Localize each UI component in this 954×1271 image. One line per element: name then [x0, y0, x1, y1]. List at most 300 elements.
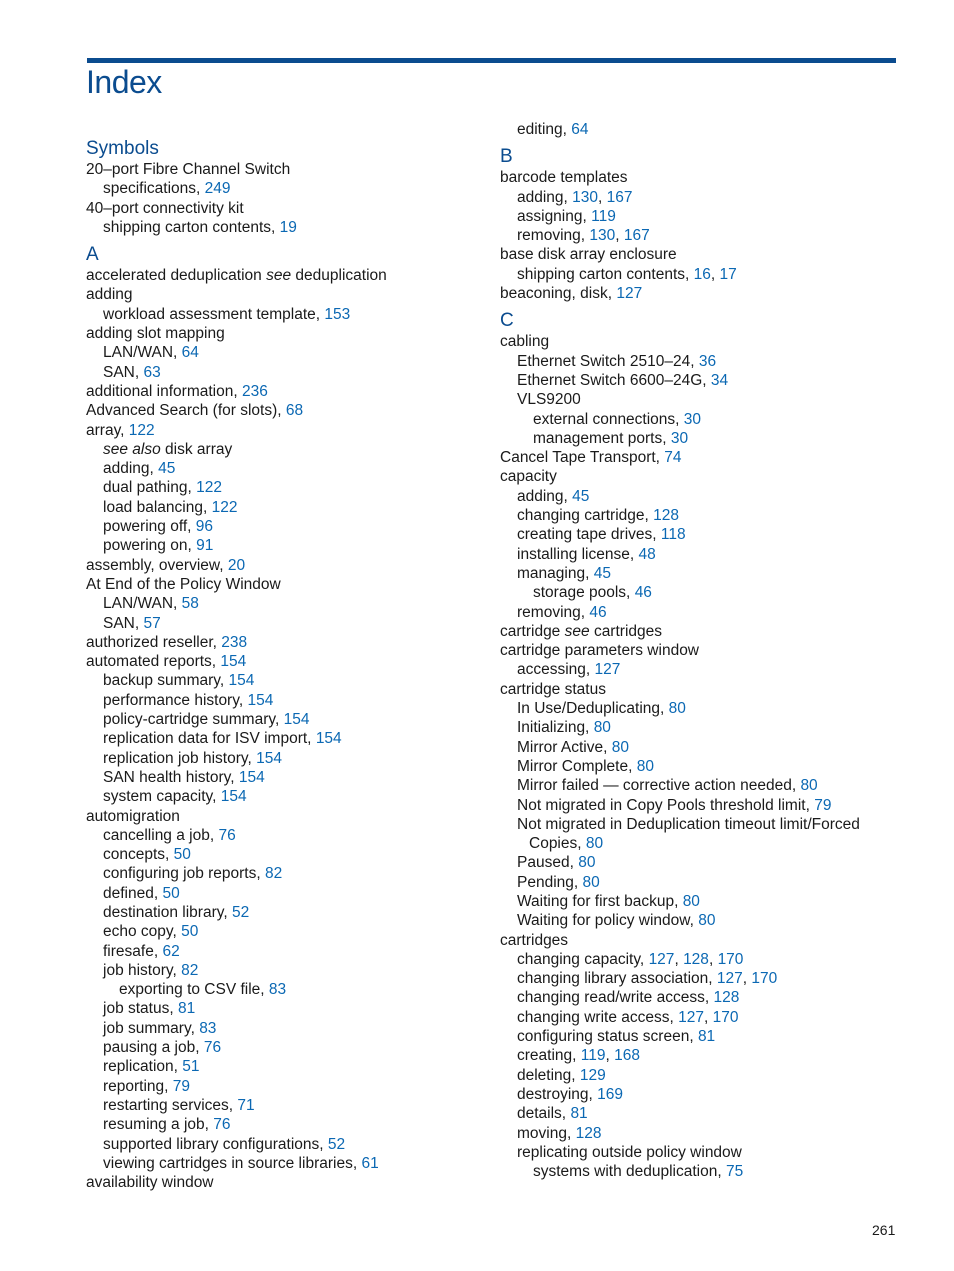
index-entry — [86, 1077, 486, 1096]
index-entry — [86, 401, 486, 420]
index-term: echo copy, — [103, 923, 177, 941]
page-link[interactable]: 82 — [181, 961, 199, 979]
index-term: systems with deduplication, — [533, 1163, 722, 1181]
index-entry: shipping carton contents, 16, 17 — [517, 265, 737, 283]
page-link[interactable]: 80 — [585, 835, 604, 853]
page-link[interactable]: 80 — [668, 700, 686, 718]
page-number: 261 — [872, 1222, 896, 1238]
index-entry — [86, 671, 486, 690]
page-link[interactable]: 127 — [616, 285, 643, 303]
index-term: SAN health history, — [103, 768, 235, 786]
index-entry — [500, 390, 900, 409]
page-link[interactable]: 154 — [220, 788, 247, 806]
index-term: firesafe, — [103, 942, 159, 960]
page-link[interactable]: 127 — [594, 661, 621, 679]
index-entry — [86, 922, 486, 941]
index-term: shipping carton contents, — [517, 265, 690, 283]
index-entry — [86, 199, 486, 218]
page-link[interactable]: 83 — [199, 1019, 217, 1037]
index-term: job status, — [103, 1000, 174, 1018]
index-entry — [500, 429, 900, 448]
index-term: job history, — [103, 961, 177, 979]
index-entry — [500, 371, 900, 390]
index-term: accelerated deduplication — [86, 267, 262, 285]
index-column-right — [500, 120, 900, 1181]
index-term: assigning, — [517, 207, 587, 225]
index-column-left — [86, 138, 486, 1192]
index-entry — [500, 1085, 900, 1104]
page-link[interactable]: 122 — [196, 479, 222, 497]
index-term: changing library association, — [517, 970, 713, 988]
page-link[interactable]: 128 — [713, 989, 740, 1007]
index-entry — [86, 285, 486, 304]
index-entry — [86, 440, 486, 459]
page-link[interactable]: 130 — [589, 227, 616, 245]
index-entry — [86, 768, 486, 787]
index-entry — [500, 564, 900, 583]
index-entry — [500, 352, 900, 371]
page-link[interactable]: 236 — [241, 382, 268, 400]
index-term: specifications, — [103, 180, 201, 198]
index-term: supported library configurations, — [103, 1135, 324, 1153]
page-link[interactable]: 154 — [283, 711, 310, 729]
index-entry — [86, 160, 486, 179]
index-term: SAN, — [103, 614, 140, 632]
index-term: Mirror failed — corrective action needed, — [517, 777, 797, 795]
index-term: configuring status screen, — [517, 1028, 694, 1046]
index-entry — [500, 207, 900, 226]
page-link[interactable]: 118 — [660, 526, 686, 544]
index-term: reporting, — [103, 1077, 169, 1095]
page-link[interactable]: 57 — [143, 614, 161, 632]
page-link[interactable]: 61 — [361, 1154, 379, 1172]
page-link[interactable]: 30 — [683, 410, 702, 428]
page-link[interactable]: 81 — [570, 1105, 588, 1123]
page-link[interactable]: 17 — [719, 265, 737, 283]
index-entry: changing library association, 127, 170 — [517, 970, 778, 988]
page-title: Index — [86, 64, 162, 100]
index-entry — [500, 931, 900, 950]
index-entry — [86, 729, 486, 748]
index-entry — [86, 556, 486, 575]
index-term: Not migrated in Deduplication timeout limit/Forced — [517, 815, 860, 833]
index-entry — [500, 284, 900, 303]
page-link[interactable]: 170 — [717, 950, 744, 968]
page-link[interactable]: 62 — [162, 942, 180, 960]
page-link[interactable]: 153 — [324, 305, 351, 323]
index-entry — [500, 245, 900, 264]
page-link[interactable]: 127 — [716, 970, 743, 988]
page-link[interactable]: 249 — [204, 180, 231, 198]
index-entry: adding, 130, 167 — [517, 188, 633, 206]
index-term: Ethernet Switch 2510–24, — [517, 352, 695, 370]
index-entry — [86, 179, 486, 198]
index-term: defined, — [103, 884, 159, 902]
index-term: cartridge status — [500, 680, 606, 698]
index-term: changing write access, — [517, 1008, 674, 1026]
page-link[interactable]: 154 — [238, 768, 265, 786]
index-entry — [86, 1096, 486, 1115]
index-entry — [500, 718, 900, 737]
page-link[interactable]: 76 — [203, 1039, 222, 1057]
index-term: system capacity, — [103, 788, 217, 806]
index-entry — [86, 652, 486, 671]
page-link[interactable]: 81 — [697, 1028, 716, 1046]
index-entry — [500, 815, 900, 834]
index-cross-reference-target: deduplication — [295, 267, 387, 285]
index-term: replicating outside policy window — [517, 1143, 742, 1161]
index-term: Not migrated in Copy Pools threshold limit, — [517, 796, 810, 814]
index-entry — [500, 680, 900, 699]
index-term: changing cartridge, — [517, 507, 649, 525]
index-entry — [500, 410, 900, 429]
index-term: external connections, — [533, 410, 680, 428]
index-entry — [86, 787, 486, 806]
index-term: shipping carton contents, — [103, 218, 276, 236]
index-term: assembly, overview, — [86, 556, 224, 574]
index-term: adding, — [103, 460, 154, 478]
page-link[interactable]: 80 — [582, 873, 600, 891]
page-link[interactable]: 130 — [572, 188, 599, 206]
index-entry — [500, 622, 900, 641]
page-link[interactable]: 79 — [814, 796, 832, 814]
index-entry — [86, 749, 486, 768]
index-term: Advanced Search (for slots), — [86, 402, 282, 420]
page-link[interactable]: 30 — [670, 429, 689, 447]
page-link[interactable]: 45 — [572, 487, 590, 505]
index-term: cartridge parameters window — [500, 642, 700, 660]
index-term: powering on, — [103, 537, 192, 555]
index-term: Mirror Complete, — [517, 757, 633, 775]
page-link[interactable]: 36 — [698, 352, 717, 370]
page-link[interactable]: 50 — [162, 884, 180, 902]
index-term: cancelling a job, — [103, 826, 215, 844]
index-entry — [500, 796, 900, 815]
index-term: workload assessment template, — [103, 305, 321, 323]
index-term: VLS9200 — [517, 391, 581, 409]
page-link[interactable]: 119 — [591, 207, 616, 225]
page-link[interactable]: 71 — [237, 1096, 255, 1114]
index-section-heading: B — [500, 146, 513, 168]
index-entry — [86, 594, 486, 613]
index-entry — [86, 807, 486, 826]
page-link[interactable]: 128 — [653, 507, 680, 525]
page-link[interactable]: 168 — [614, 1047, 640, 1065]
index-entry — [500, 583, 900, 602]
index-term: changing read/write access, — [517, 989, 710, 1007]
page-link[interactable]: 127 — [648, 950, 675, 968]
page-link[interactable]: 75 — [725, 1163, 744, 1181]
index-entry — [500, 699, 900, 718]
index-term: exporting to CSV file, — [119, 981, 265, 999]
index-entry — [500, 911, 900, 930]
index-term: editing, — [517, 121, 567, 138]
index-term: accessing, — [517, 661, 591, 679]
index-entry — [86, 1038, 486, 1057]
index-term: Cancel Tape Transport, — [500, 449, 660, 467]
page-link[interactable]: 50 — [181, 923, 199, 941]
page-link[interactable]: 128 — [575, 1124, 602, 1142]
index-term: Pending, — [517, 873, 579, 891]
index-term: 40–port connectivity kit — [86, 199, 244, 217]
page-link[interactable]: 63 — [143, 363, 161, 381]
page-link[interactable]: 64 — [571, 121, 589, 138]
index-term: replication, — [103, 1058, 178, 1076]
index-term: changing capacity, — [517, 950, 645, 968]
index-term: adding, — [517, 487, 568, 505]
page-link[interactable]: 76 — [213, 1116, 231, 1134]
index-entry — [500, 603, 900, 622]
index-entry — [86, 363, 486, 382]
index-entry — [500, 448, 900, 467]
index-term: Waiting for first backup, — [517, 892, 679, 910]
index-term: creating tape drives, — [517, 526, 657, 544]
page-link[interactable]: 154 — [228, 672, 255, 690]
page-link[interactable]: 96 — [195, 518, 214, 536]
page-link[interactable]: 50 — [173, 846, 191, 864]
page-link[interactable]: 80 — [800, 777, 818, 795]
index-entry — [500, 1143, 900, 1162]
index-entry: removing, 130, 167 — [517, 227, 650, 245]
index-term: replication data for ISV import, — [103, 730, 312, 748]
page-link[interactable]: 154 — [256, 749, 282, 767]
index-term: managing, — [517, 564, 590, 582]
page-link[interactable]: 129 — [579, 1066, 606, 1084]
index-term: automigration — [86, 807, 180, 825]
page-link[interactable]: 119 — [580, 1047, 606, 1065]
index-cross-reference-target: disk array — [165, 440, 233, 458]
index-term: storage pools, — [533, 584, 631, 602]
index-term: additional information, — [86, 382, 238, 400]
index-entry — [500, 853, 900, 872]
page-link[interactable]: 48 — [638, 545, 656, 563]
index-entry — [86, 1154, 486, 1173]
page-link[interactable]: 79 — [172, 1077, 191, 1095]
page-link[interactable]: 52 — [231, 903, 250, 921]
index-term: destination library, — [103, 903, 228, 921]
page-link[interactable]: 167 — [623, 227, 650, 245]
page-link[interactable]: 80 — [682, 892, 700, 910]
index-entry — [500, 1104, 900, 1123]
index-term: authorized reseller, — [86, 633, 217, 651]
index-entry — [500, 545, 900, 564]
page-link[interactable]: 82 — [264, 865, 283, 883]
page-link[interactable]: 80 — [611, 738, 629, 756]
page-link[interactable]: 81 — [177, 1000, 196, 1018]
index-entry — [86, 942, 486, 961]
page-link[interactable]: 80 — [578, 854, 596, 872]
page-link[interactable]: 122 — [128, 421, 155, 439]
index-entry — [500, 487, 900, 506]
page-link[interactable]: 169 — [597, 1085, 624, 1103]
index-entry — [86, 1173, 486, 1192]
index-term: details, — [517, 1105, 567, 1123]
index-term: pausing a job, — [103, 1039, 200, 1057]
index-entry — [500, 1066, 900, 1085]
index-entry — [500, 738, 900, 757]
page-link[interactable]: 80 — [593, 719, 611, 737]
index-entry — [86, 343, 486, 362]
index-entry — [500, 873, 900, 892]
index-entry — [500, 467, 900, 486]
index-term: destroying, — [517, 1085, 593, 1103]
index-entry — [86, 575, 486, 594]
page-link[interactable]: 34 — [710, 371, 729, 389]
index-term: job summary, — [103, 1019, 195, 1037]
index-cross-reference: see also — [103, 440, 161, 458]
index-term: resuming a job, — [103, 1116, 209, 1134]
index-term: automated reports, — [86, 653, 217, 671]
page-link[interactable]: 170 — [712, 1008, 739, 1026]
index-entry — [86, 517, 486, 536]
index-entry — [500, 834, 900, 853]
index-term: policy-cartridge summary, — [103, 711, 280, 729]
page-link[interactable]: 154 — [220, 653, 247, 671]
page-link[interactable]: 19 — [279, 218, 297, 236]
index-entry — [500, 757, 900, 776]
index-entry — [86, 980, 486, 999]
page-link[interactable]: 20 — [227, 556, 246, 574]
index-term: SAN, — [103, 363, 140, 381]
index-term: array, — [86, 421, 125, 439]
index-entry — [500, 120, 900, 139]
index-term: viewing cartridges in source libraries, — [103, 1154, 358, 1172]
index-term: Paused, — [517, 854, 574, 872]
index-entry — [86, 1057, 486, 1076]
index-term: load balancing, — [103, 498, 208, 516]
index-term: At End of the Policy Window — [86, 575, 281, 593]
page-link[interactable]: 68 — [285, 402, 304, 420]
index-entry — [86, 845, 486, 864]
index-entry — [86, 1135, 486, 1154]
index-entry — [86, 999, 486, 1018]
index-entry — [500, 988, 900, 1007]
index-section-heading: C — [500, 310, 514, 332]
index-term: powering off, — [103, 518, 192, 536]
index-entry — [86, 324, 486, 343]
index-entry — [500, 660, 900, 679]
index-term: creating, — [517, 1047, 577, 1065]
index-entry — [86, 459, 486, 478]
page-link[interactable]: 64 — [181, 344, 199, 362]
index-entry — [500, 1027, 900, 1046]
index-term: cartridges — [500, 931, 569, 949]
index-entry — [500, 1124, 900, 1143]
index-entry: creating, 119, 168 — [517, 1047, 640, 1065]
page-link[interactable]: 76 — [218, 826, 236, 844]
index-term: removing, — [517, 227, 586, 245]
index-term: removing, — [517, 603, 586, 621]
index-entry — [500, 892, 900, 911]
index-term: installing license, — [517, 545, 635, 563]
index-entry — [86, 961, 486, 980]
index-term: base disk array enclosure — [500, 246, 677, 264]
page-link[interactable]: 80 — [636, 757, 654, 775]
index-section-heading: A — [86, 244, 99, 266]
index-entry — [86, 826, 486, 845]
index-term: dual pathing, — [103, 479, 192, 497]
page-link[interactable]: 91 — [196, 537, 214, 555]
index-term: Copies, — [529, 835, 582, 853]
index-entry: changing write access, 127, 170 — [517, 1008, 739, 1026]
index-term: LAN/WAN, — [103, 344, 178, 362]
page-link[interactable]: 128 — [683, 950, 709, 968]
index-term: deleting, — [517, 1066, 576, 1084]
index-entry: changing capacity, 127, 128, 170 — [517, 950, 744, 968]
header-rule — [87, 58, 896, 63]
index-term: Mirror Active, — [517, 738, 608, 756]
index-cross-reference: see — [564, 622, 590, 640]
page-link[interactable]: 170 — [751, 970, 778, 988]
index-entry — [86, 614, 486, 633]
index-term: adding, — [517, 188, 568, 206]
index-term: 20–port Fibre Channel Switch — [86, 161, 291, 178]
index-term: capacity — [500, 468, 557, 486]
index-term: beaconing, disk, — [500, 285, 613, 303]
index-term: concepts, — [103, 846, 170, 864]
page-link[interactable]: 46 — [589, 603, 607, 621]
index-entry — [500, 506, 900, 525]
page-link[interactable]: 122 — [211, 498, 238, 516]
index-term: barcode templates — [500, 169, 628, 187]
index-entry — [86, 305, 486, 324]
index-entry — [86, 498, 486, 517]
page-link[interactable]: 52 — [327, 1135, 346, 1153]
page-link[interactable]: 16 — [693, 265, 711, 283]
index-term: configuring job reports, — [103, 865, 261, 883]
index-entry — [500, 776, 900, 795]
index-entry — [86, 266, 486, 285]
index-term: performance history, — [103, 691, 244, 709]
page-link[interactable]: 45 — [158, 460, 176, 478]
index-entry — [500, 332, 900, 351]
index-entry — [500, 641, 900, 660]
page-link[interactable]: 80 — [698, 912, 716, 930]
index-entry — [86, 478, 486, 497]
index-term: management ports, — [533, 429, 667, 447]
index-entry — [86, 421, 486, 440]
page-link[interactable]: 154 — [315, 730, 342, 748]
index-entry — [86, 864, 486, 883]
index-term: cartridge — [500, 622, 561, 640]
index-entry — [86, 218, 486, 237]
page-link[interactable]: 127 — [678, 1008, 704, 1026]
index-term: restarting services, — [103, 1096, 234, 1114]
index-entry — [86, 884, 486, 903]
index-entry — [500, 525, 900, 544]
page-link[interactable]: 154 — [247, 691, 274, 709]
index-entry — [86, 536, 486, 555]
index-term: availability window — [86, 1174, 214, 1192]
page-link[interactable]: 74 — [664, 449, 682, 467]
index-entry — [86, 691, 486, 710]
page-link[interactable]: 58 — [181, 595, 199, 613]
page-link[interactable]: 51 — [182, 1058, 200, 1076]
page-link[interactable]: 83 — [268, 981, 287, 999]
page-link[interactable]: 238 — [221, 633, 248, 651]
index-entry — [500, 1162, 900, 1181]
page-link[interactable]: 46 — [634, 584, 652, 602]
index-term: replication job history, — [103, 749, 252, 767]
page-link[interactable]: 45 — [593, 564, 611, 582]
index-cross-reference-target: cartridges — [593, 622, 662, 640]
index-term: cabling — [500, 333, 550, 351]
index-term: Ethernet Switch 6600–24G, — [517, 371, 707, 389]
page-link[interactable]: 167 — [606, 188, 633, 206]
index-term: LAN/WAN, — [103, 595, 178, 613]
index-term: adding — [86, 286, 133, 304]
index-entry — [86, 382, 486, 401]
